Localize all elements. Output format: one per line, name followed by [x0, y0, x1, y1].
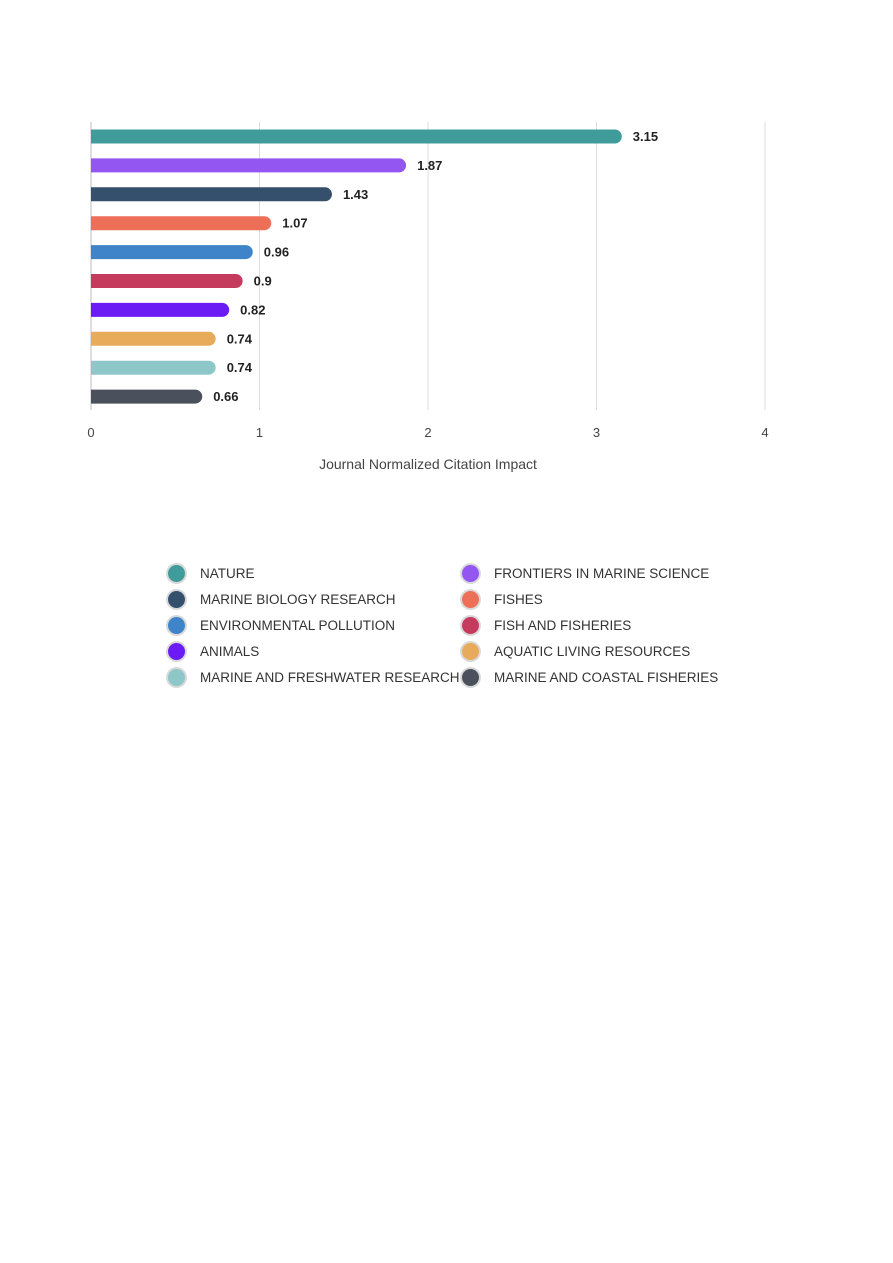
legend-label: ANIMALS	[200, 643, 260, 659]
legend-swatch	[168, 591, 185, 608]
legend-swatch	[462, 643, 479, 660]
bar-value-label: 3.15	[632, 129, 659, 144]
x-axis-label: Journal Normalized Citation Impact	[319, 456, 537, 472]
bar-value-label: 0.82	[240, 302, 266, 318]
legend-label: MARINE BIOLOGY RESEARCH	[200, 591, 396, 607]
legend-label: FRONTIERS IN MARINE SCIENCE	[494, 565, 710, 581]
legend-item[interactable]	[462, 563, 748, 583]
legend-label: NATURE	[200, 565, 255, 581]
legend-item[interactable]	[462, 589, 748, 609]
bar-value-label: 0.66	[213, 389, 239, 405]
legend-item[interactable]	[462, 667, 748, 687]
bar[interactable]	[91, 158, 406, 172]
bar-value-label: 1.87	[417, 157, 443, 173]
legend-item[interactable]	[168, 563, 462, 583]
legend-label: AQUATIC LIVING RESOURCES	[494, 643, 691, 659]
legend-label: MARINE AND COASTAL FISHERIES	[494, 669, 719, 685]
bars	[91, 130, 622, 404]
legend-item[interactable]	[462, 615, 748, 635]
legend-item[interactable]	[168, 615, 462, 635]
bar[interactable]	[91, 130, 622, 144]
legend	[168, 563, 748, 687]
bar-value-label: 0.96	[263, 244, 290, 260]
legend-swatch	[168, 643, 185, 660]
x-tick-label: 0	[87, 425, 95, 440]
legend-swatch	[462, 669, 479, 686]
legend-label: FISHES	[494, 591, 543, 607]
bar-value-label: 1.43	[342, 186, 369, 202]
bar[interactable]	[91, 361, 216, 375]
bar-value-label: 0.74	[226, 360, 253, 376]
bar-value-label: 1.07	[282, 215, 308, 231]
bar[interactable]	[91, 303, 229, 317]
bar[interactable]	[91, 274, 243, 288]
legend-swatch	[462, 591, 479, 608]
x-tick-labels	[87, 425, 768, 440]
bar-value-label: 0.74	[226, 331, 253, 347]
bar-chart	[0, 0, 893, 520]
legend-label: MARINE AND FRESHWATER RESEARCH	[200, 669, 460, 685]
legend-swatch	[462, 565, 479, 582]
bar[interactable]	[91, 216, 271, 230]
legend-swatch	[168, 669, 185, 686]
legend-item[interactable]	[462, 641, 748, 661]
bar[interactable]	[91, 245, 253, 259]
legend-swatch	[168, 617, 185, 634]
legend-label: FISH AND FISHERIES	[494, 617, 632, 633]
legend-swatch	[168, 565, 185, 582]
bar[interactable]	[91, 332, 216, 346]
x-tick-label: 1	[255, 425, 264, 440]
legend-swatch	[462, 617, 479, 634]
legend-item[interactable]	[168, 641, 462, 661]
x-tick-label: 4	[761, 425, 769, 440]
x-tick-label: 3	[592, 425, 601, 440]
bar[interactable]	[91, 187, 332, 201]
bar[interactable]	[91, 390, 202, 404]
legend-item[interactable]	[168, 589, 462, 609]
bar-value-label: 0.9	[253, 273, 272, 289]
legend-item[interactable]	[168, 667, 462, 687]
legend-label: ENVIRONMENTAL POLLUTION	[200, 617, 396, 633]
x-tick-label: 2	[424, 425, 432, 440]
